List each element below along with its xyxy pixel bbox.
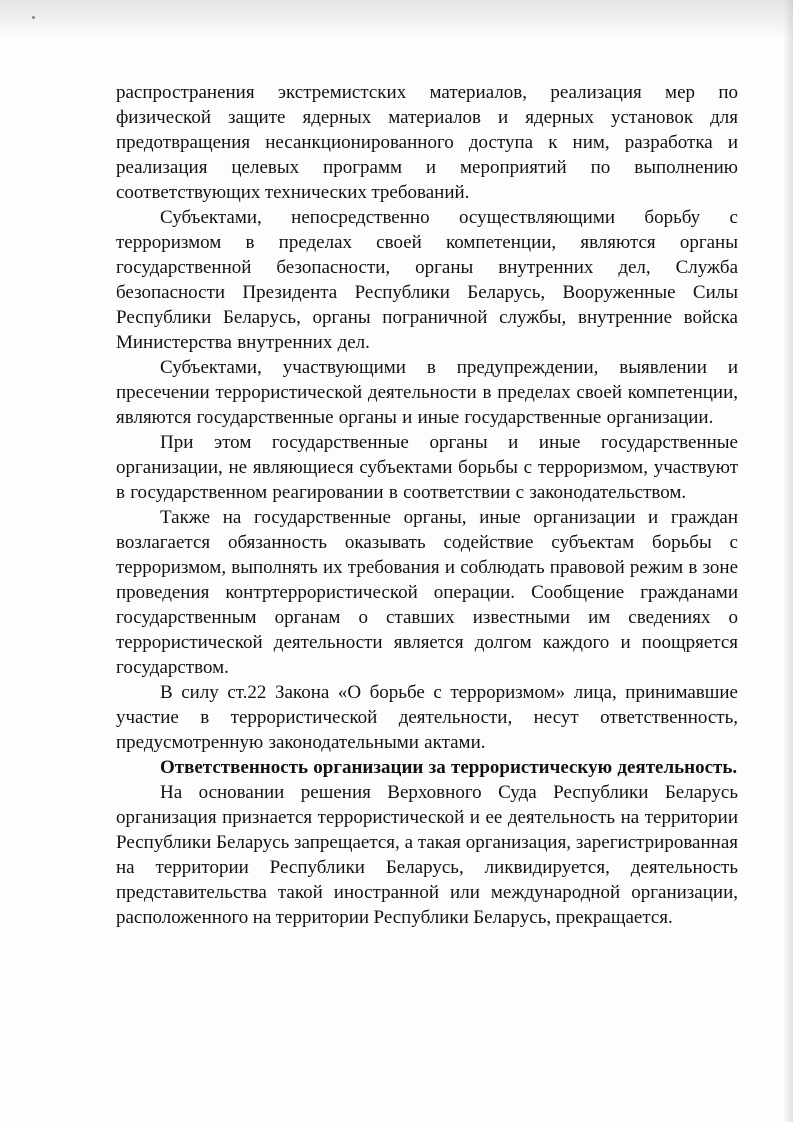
section-heading: Ответственность организации за террористическую деятельность. [160,757,738,778]
paragraph-3: Субъектами, участвующими в предупреждении, выявлении и пресечении террористической деятельности в пределах своей компетенции, являются государственные органы и иные государственные организации. [116,357,738,428]
document-body [116,80,738,930]
scan-shadow-right [783,0,793,1122]
paragraph-7: На основании решения Верховного Суда Республики Беларусь организация признается террористической и ее деятельность на территории Республики Беларусь запрещается, а такая организация, зарегистрированная на территории Республики Беларусь, ликвидируется, деятельность представительства такой иностранной или международной организации, расположенного на территории Республики Беларусь, прекращается. [116,782,738,928]
paragraph-6: В силу ст.22 Закона «О борьбе с терроризмом» лица, принимавшие участие в террористической деятельности, несут ответственность, предусмотренную законодательными актами. [116,682,738,753]
paragraph-4: При этом государственные органы и иные государственные организации, не являющиеся субъектами борьбы с терроризмом, участвуют в государственном реагировании в соответствии с законодательством. [116,432,738,503]
paragraph-2: Субъектами, непосредственно осуществляющими борьбу с терроризмом в пределах своей компетенции, являются органы государственной безопасности, органы внутренних дел, Служба безопасности Президента Республики Беларусь, Вооруженные Силы Республики Беларусь, органы пограничной службы, внутренние войска Министерства внутренних дел. [116,207,738,353]
paragraph-1: распространения экстремистских материалов, реализация мер по физической защите ядерных материалов и ядерных установок для предотвращения несанкционированного доступа к ним, разработка и реализация целевых программ и мероприятий по выполнению соответствующих технических требований. [116,82,738,203]
scan-shadow-top [0,0,793,40]
scan-speck [32,16,35,19]
paragraph-5: Также на государственные органы, иные организации и граждан возлагается обязанность оказывать содействие субъектам борьбы с терроризмом, выполнять их требования и соблюдать правовой режим в зоне проведения контртеррористической операции. Сообщение гражданами государственным органам о ставших известными им сведениях о террористической деятельности является долгом каждого и поощряется государством. [116,507,738,678]
